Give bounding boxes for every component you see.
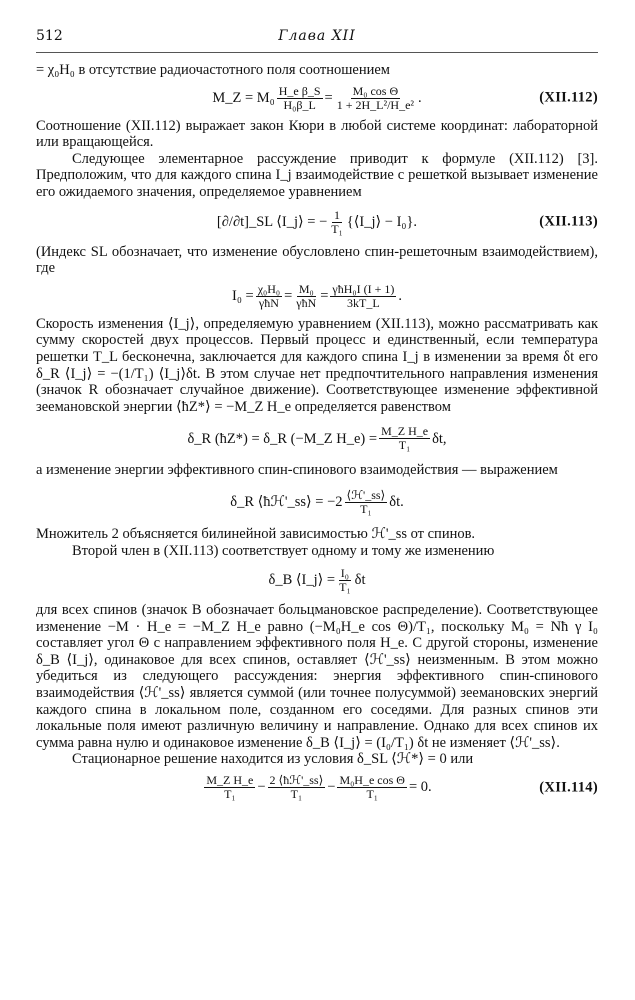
eqI0-frac1: $\frac{\text{χ₀H₀}}{\text{γħN}}$ bbox=[257, 281, 281, 310]
equation-delta-r-zeeman bbox=[36, 425, 598, 452]
eq112-frac2: $\frac{\text{M₀ cos Θ}}{\text{1 + 2H\_L²/H\_e²}}$ bbox=[336, 83, 415, 112]
paragraph-4: (Индекс SL обозначает, что изменение обусловлено спин-решеточным взаимодействием), где bbox=[36, 243, 598, 277]
eqSS-lhs: δ_R ⟨ħℋ'_ss⟩ = −2 bbox=[230, 494, 343, 511]
paragraph-9: для всех спинов (значок B обозначает больцмановское распределение). Соответствующее изменение −M · H_e = −M_Z H_e равно (−M₀H_e cos Θ)/T₁, поскольку M₀ = Nħ γ I₀ составляет угол Θ с направлением эффективного поля H_e. С другой стороны, изменение δ_B ⟨I_j⟩, одинаковое для всех спинов, оставляет ⟨ℋ'_ss⟩ неизменным. В этом можно убедиться из следующего рассуждения: энергия эффективного спин-спинового взаимодействия ⟨ℋ'_ss⟩ является суммой (или точнее полусуммой) зеемановских энергий каждого спина в локальном поле, созданном его соседями. Для разных спинов эти локальные поля имеют различную величину и направление. Однако для всех спинов их сумма равна нулю и одинаковое изменение δ_B ⟨I_j⟩ = (I₀/T₁) δt не изменяет ⟨ℋ'_ss⟩. bbox=[36, 602, 598, 751]
eq112-lhs: M_Z = M₀ bbox=[212, 89, 275, 106]
eqI0-frac2: $\frac{\text{M₀}}{\text{γħN}}$ bbox=[296, 281, 317, 310]
eqI0-tail: . bbox=[398, 287, 402, 304]
equation-i0 bbox=[36, 283, 598, 310]
paragraph-5: Скорость изменения ⟨I_j⟩, определяемую уравнением (XII.113), можно рассматривать как сумму скоростей двух процессов. Первый процесс и единственный, если температура решетки T_L бесконечна, заключается для каждого спина I_j в изменении за время δt его δ_R ⟨I_j⟩ = −(1/T₁) ⟨I_j⟩δt. В этом случае нет предпочтительного направления изменения (значок R обозначает случайное движение). Соответствующее изменение эффективной зеемановской энергии ⟨ħZ*⟩ = −M_Z H_e определяется равенством bbox=[36, 315, 598, 415]
equation-xii-112 bbox=[36, 85, 598, 112]
equation-number-113: (XII.113) bbox=[539, 213, 598, 230]
eqB-frac: $\frac{\text{I₀}}{\text{T₁}}$ bbox=[339, 566, 351, 595]
eqSS-frac: $\frac{\text{⟨ℋ'\_ss⟩}}{\text{T₁}}$ bbox=[346, 487, 386, 516]
eq113-rhs: {⟨I_j⟩ − I₀}. bbox=[346, 213, 418, 230]
paragraph-10: Стационарное решение находится из условия δ_SL ⟨ℋ*⟩ = 0 или bbox=[72, 751, 474, 768]
eq114-tail: = 0. bbox=[408, 779, 432, 796]
paragraph-3: Следующее элементарное рассуждение приводит к формуле (XII.112) [3]. Предположим, что для каждого спина I_j взаимодействие с решеткой вызывает изменение его ожидаемого значения, определяемое уравнением bbox=[36, 150, 598, 200]
equation-number-112: (XII.112) bbox=[539, 89, 598, 106]
eq112-equals: = bbox=[324, 89, 333, 106]
equation-delta-r-spin bbox=[36, 489, 598, 516]
eqR-frac: $\frac{\text{M\_Z H\_e}}{\text{T₁}}$ bbox=[381, 424, 429, 453]
equation-number-114: (XII.114) bbox=[539, 779, 598, 796]
paragraph-2: Соотношение (XII.112) выражает закон Кюри в любой системе координат: лабораторной или вращающейся. bbox=[36, 117, 598, 151]
eq114-frac1: $\frac{\text{M\_Z H\_e}}{\text{T₁}}$ bbox=[206, 773, 254, 802]
chapter-title: Глава XII bbox=[278, 28, 356, 44]
page-body bbox=[36, 62, 598, 805]
paragraph-6: а изменение энергии эффективного спин-спинового взаимодействия — выражением bbox=[36, 462, 558, 479]
eqI0-eq2: = bbox=[320, 287, 329, 304]
paragraph-8: Второй член в (XII.113) соответствует одному и тому же изменению bbox=[72, 542, 495, 559]
eq112-tail: . bbox=[418, 89, 422, 106]
eqSS-rhs: δt. bbox=[389, 494, 404, 511]
eq114-minus2: − bbox=[327, 779, 336, 796]
eqB-rhs: δt bbox=[354, 572, 366, 589]
equation-delta-b bbox=[36, 567, 598, 594]
eq112-frac1: $\frac{\text{H\_e β\_S}}{\text{H₀β\_L}}$ bbox=[278, 83, 321, 112]
paragraph-1: = χ₀H₀ в отсутствие радиочастотного поля соотношением bbox=[36, 62, 390, 78]
eqI0-frac3: $\frac{\text{γħH₀I (I + 1)}}{3kT\_L}$ bbox=[332, 281, 395, 310]
eqI0-lhs: I₀ = bbox=[232, 287, 254, 304]
eq114-frac2: $\frac{\text{2 ⟨ħℋ'\_ss⟩}}{\text{T₁}}$ bbox=[269, 773, 324, 802]
equation-xii-114 bbox=[36, 774, 598, 801]
eqR-lhs: δ_R (ħZ*) = δ_R (−M_Z H_e) = bbox=[187, 430, 378, 447]
eq114-frac3: $\frac{\text{M₀H\_e cos Θ}}{\text{T₁}}$ bbox=[339, 773, 405, 802]
eq113-lhs: [∂/∂t]_SL ⟨I_j⟩ = − bbox=[216, 213, 328, 230]
eq113-frac: $\frac{1}{\text{T₁}}$ bbox=[331, 207, 343, 236]
equation-xii-113 bbox=[36, 209, 598, 236]
header-rule bbox=[36, 52, 598, 53]
eqB-lhs: δ_B ⟨I_j⟩ = bbox=[268, 572, 336, 589]
eqI0-eq1: = bbox=[284, 287, 293, 304]
paragraph-7: Множитель 2 объясняется билинейной зависимостью ℋ'_ss от спинов. bbox=[36, 525, 476, 542]
page-number: 512 bbox=[36, 28, 63, 44]
eqR-rhs: δt, bbox=[432, 430, 447, 447]
eq114-minus1: − bbox=[257, 779, 266, 796]
